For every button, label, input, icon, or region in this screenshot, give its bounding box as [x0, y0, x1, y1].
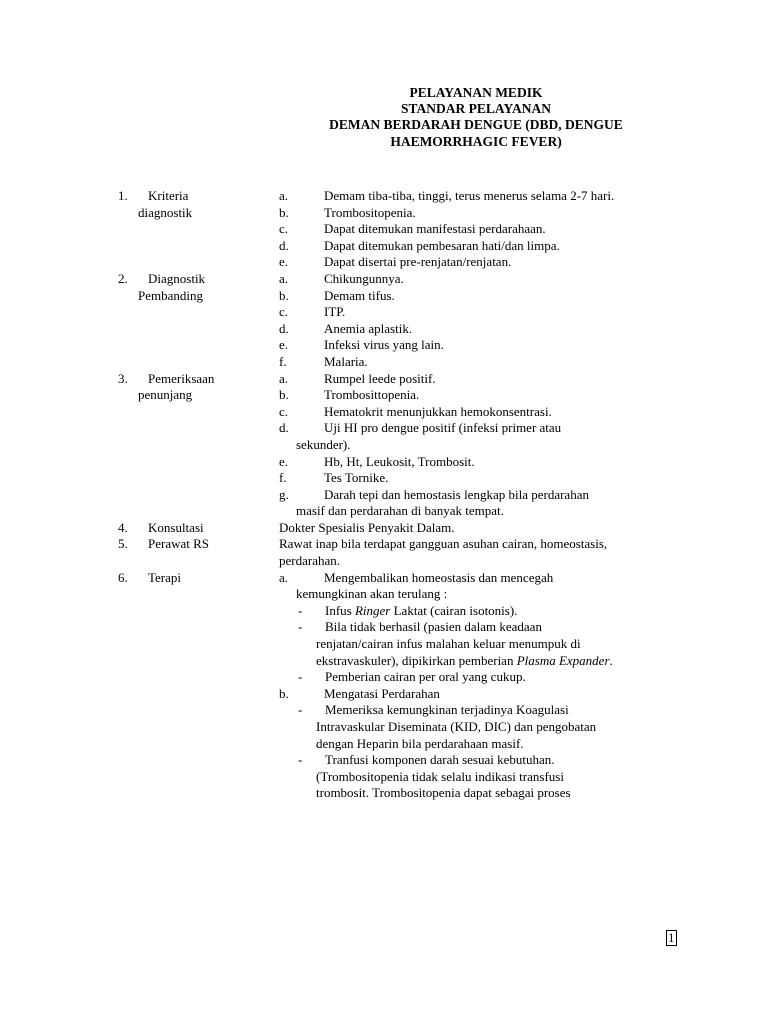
sub-item: - Tranfusi komponen darah sesuai kebutuhan. — [298, 752, 555, 768]
list-item-continuation: sekunder). — [296, 436, 351, 452]
section-label: Terapi — [148, 569, 182, 585]
list-item: d. Uji HI pro dengue positif (infeksi primer atau — [279, 420, 562, 436]
list-item: c. Hematokrit menunjukkan hemokonsentrasi. — [279, 403, 552, 419]
section-number: 6. — [118, 569, 128, 585]
list-item: c. Dapat ditemukan manifestasi perdarahaan. — [279, 221, 546, 237]
list-item-continuation: kemungkinan akan terulang : — [296, 586, 448, 602]
sub-item-continuation: ekstravaskuler), dipikirkan pemberian Plasma Expander. — [316, 652, 613, 668]
title-line-4: HAEMORRHAGIC FEVER) — [390, 133, 562, 149]
section-number: 5. — [118, 536, 128, 552]
sub-item: - Pemberian cairan per oral yang cukup. — [298, 669, 526, 685]
page-number: 1 — [668, 930, 675, 945]
section-pemeriksaan-penunjang — [0, 371, 768, 520]
section-number: 4. — [118, 519, 128, 535]
section-terapi — [0, 570, 768, 802]
section-text: Dokter Spesialis Penyakit Dalam. — [279, 519, 455, 535]
section-label: Konsultasi — [148, 519, 204, 535]
sub-item-continuation: renjatan/cairan infus malahan keluar menumpuk di — [316, 636, 581, 652]
section-label: Diagnostik Pembanding — [138, 270, 206, 303]
list-item: a. Chikungunnya. — [279, 270, 404, 286]
sub-item-continuation: Intravaskular Diseminata (KID, DIC) dan pengobatan — [316, 719, 597, 734]
list-item: f. Malaria. — [279, 353, 368, 369]
list-item: a. Mengembalikan homeostasis dan mencegah — [279, 569, 554, 585]
list-item-continuation: masif dan perdarahan di banyak tempat. — [296, 503, 504, 519]
list-item: e. Dapat disertai pre-renjatan/renjatan. — [279, 254, 512, 270]
section-konsultasi — [0, 520, 768, 537]
section-perawat-rs — [0, 536, 768, 569]
list-item: f. Tes Tornike. — [279, 470, 389, 486]
sub-item: - Memeriksa kemungkinan terjadinya Koagulasi — [298, 702, 569, 718]
title-line-1: PELAYANAN MEDIK — [409, 85, 543, 100]
list-item: c. ITP. — [279, 304, 346, 320]
title-line-3: DEMAN BERDARAH DENGUE (DBD, DENGUE — [329, 117, 623, 133]
section-number: 2. — [118, 270, 128, 286]
list-item: e. Hb, Ht, Leukosit, Trombosit. — [279, 453, 475, 469]
list-item: b. Mengatasi Perdarahan — [279, 685, 440, 701]
standard-table — [0, 188, 768, 802]
section-text: Rawat inap bila terdapat gangguan asuhan cairan, homeostasis, — [279, 536, 608, 552]
list-item: b. Demam tifus. — [279, 287, 395, 303]
title-line-2: STANDAR PELAYANAN — [401, 101, 551, 117]
sub-item: - Bila tidak berhasil (pasien dalam keadaan — [298, 619, 542, 635]
section-diagnostik-pembanding — [0, 271, 768, 371]
section-label: Perawat RS — [148, 536, 210, 552]
list-item: d. Anemia aplastik. — [279, 320, 413, 336]
list-item: a. Demam tiba-tiba, tinggi, terus menerus selama 2-7 hari. — [279, 188, 615, 203]
section-kriteria — [0, 188, 768, 271]
list-item: d. Dapat ditemukan pembesaran hati/dan limpa. — [279, 237, 560, 253]
sub-item: - Infus Ringer Laktat (cairan isotonis). — [298, 602, 518, 618]
section-label: Pemeriksaan penunjang — [138, 370, 215, 403]
section-text: perdarahan. — [279, 553, 340, 569]
sub-item-continuation: dengan Heparin bila perdarahaan masif. — [316, 735, 524, 751]
list-item: b. Trombosittopenia. — [279, 387, 420, 403]
list-item: b. Trombositopenia. — [279, 204, 416, 220]
list-item: e. Infeksi virus yang lain. — [279, 337, 444, 353]
document-title — [300, 85, 652, 150]
sub-item-continuation: trombosit. Trombositopenia dapat sebagai proses — [316, 785, 571, 801]
sub-item-continuation: (Trombositopenia tidak selalu indikasi transfusi — [316, 768, 564, 784]
list-item: a. Rumpel leede positif. — [279, 370, 436, 386]
section-label: Kriteria diagnostik — [138, 188, 193, 220]
list-item: g. Darah tepi dan hemostasis lengkap bila perdarahan — [279, 486, 589, 502]
section-number: 3. — [118, 370, 128, 386]
section-number: 1. — [118, 188, 128, 203]
